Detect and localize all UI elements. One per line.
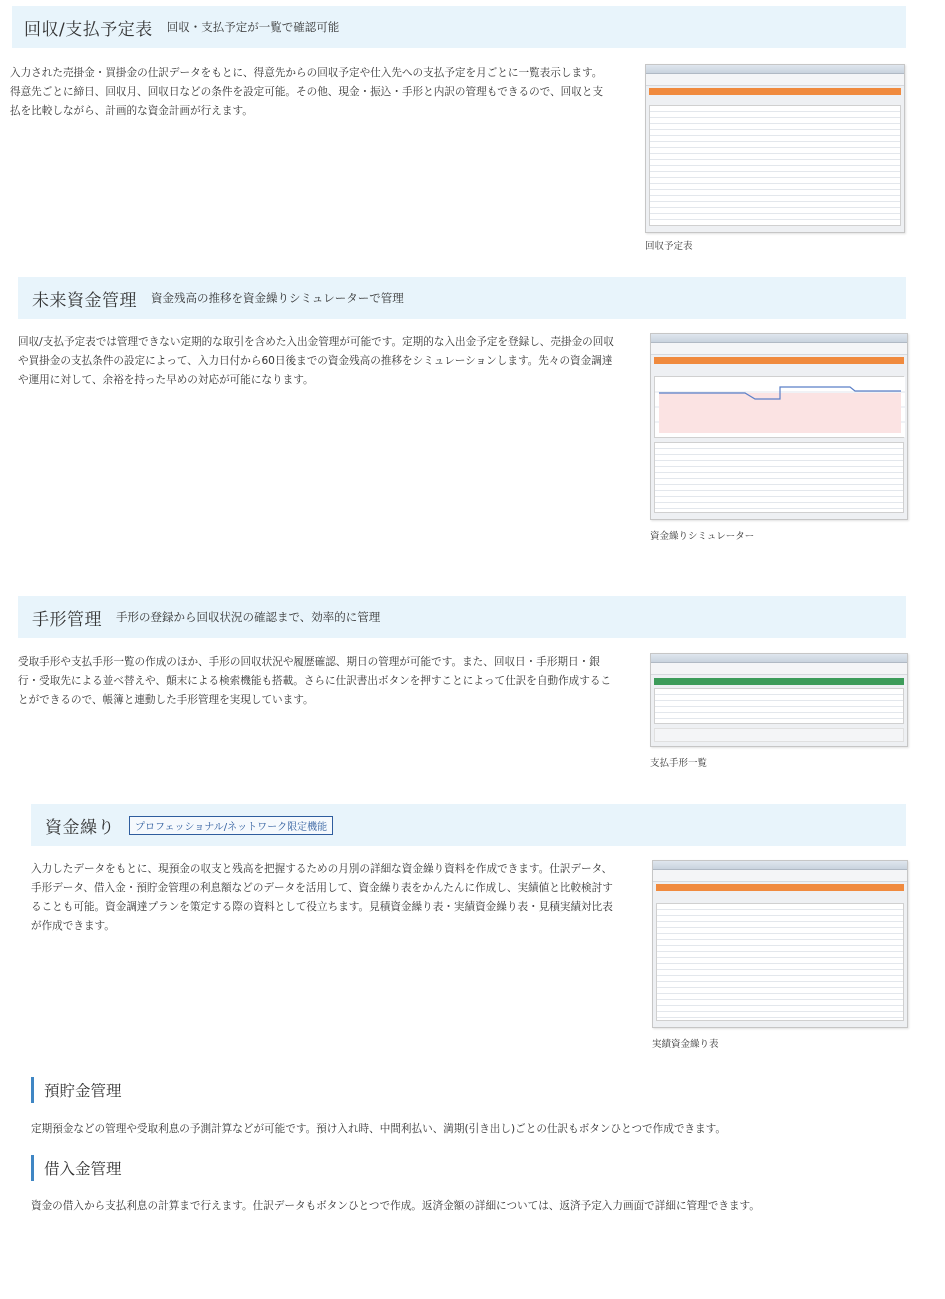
subsection-header-borrowings (31, 1155, 122, 1181)
subsection-header-deposits (31, 1077, 122, 1103)
section-subtitle: 回収・支払予定が一覧で確認可能 (166, 20, 340, 34)
subsection-body: 定期預金などの管理や受取利息の予測計算などが可能です。預け入れ時、中間利払い、満期(引き出し)ごとの仕訳もボタンひとつで作成できます。 (31, 1123, 726, 1135)
edition-badge: プロフェッショナル/ネットワーク限定機能 (129, 816, 333, 835)
section-header-cash-flow (31, 804, 906, 846)
screenshot-funds-simulator (650, 333, 908, 520)
section-header-future-funds (18, 277, 906, 319)
subsection-body: 資金の借入から支払利息の計算まで行えます。仕訳データもボタンひとつで作成。返済金額の詳細については、返済予定入力画面で詳細に管理できます。 (31, 1200, 760, 1212)
section-body: 受取手形や支払手形一覧の作成のほか、手形の回収状況や履歴確認、期日の管理が可能です。また、回収日・手形期日・銀行・受取先による並べ替えや、顛末による検索機能も搭載。さらに仕訳書出ボタンを押すことによって仕訳を自動作成することができるので、帳簿と連動した手形管理を実現しています。 (18, 656, 612, 706)
section-header-cashflow-schedule (12, 6, 906, 48)
subsection-title: 借入金管理 (44, 1160, 122, 1178)
section-subtitle: 資金残高の推移を資金繰りシミュレーターで管理 (151, 291, 404, 305)
screenshot-collection-schedule (645, 64, 905, 233)
balance-chart-graphic (655, 377, 905, 437)
screenshot-caption: 支払手形一覧 (650, 758, 708, 769)
screenshot-caption: 回収予定表 (645, 241, 693, 252)
section-title: 資金繰り (45, 817, 115, 838)
section-body: 入力された売掛金・買掛金の仕訳データをもとに、得意先からの回収予定や仕入先への支払予定を月ごとに一覧表示します。得意先ごとに締日、回収月、回収日などの条件を設定可能。その他、現金・振込・手形と内訳の管理もできるので、回収と支払を比較しながら、計画的な資金計画が行えます。 (10, 67, 604, 117)
screenshot-caption: 実績資金繰り表 (652, 1039, 719, 1050)
section-subtitle: 手形の登録から回収状況の確認まで、効率的に管理 (116, 610, 381, 624)
subsection-title: 預貯金管理 (44, 1082, 122, 1100)
section-body: 入力したデータをもとに、現預金の収支と残高を把握するための月別の詳細な資金繰り資料を作成できます。仕訳データ、手形データ、借入金・預貯金管理の利息額などのデータを活用して、資金繰り表をかんたんに作成し、実績値と比較検討することも可能。資金調達プランを策定する際の資料として役立ちます。見積資金繰り表・実績資金繰り表・見積実績対比表が作成できます。 (31, 863, 613, 932)
section-title: 未来資金管理 (32, 290, 137, 311)
section-title: 手形管理 (32, 609, 102, 630)
section-body: 回収/支払予定表では管理できない定期的な取引を含めた入出金管理が可能です。定期的な入出金予定を登録し、売掛金の回収や買掛金の支払条件の設定によって、入力日付から60日後までの資金残高の推移をシミュレーションします。先々の資金調達や運用に対して、余裕を持った早めの対応が可能になります。 (18, 336, 614, 386)
screenshot-bills-payable-list (650, 653, 908, 747)
section-title: 回収/支払予定表 (24, 19, 153, 40)
section-header-bills (18, 596, 906, 638)
screenshot-actual-cash-flow-table (652, 860, 908, 1028)
screenshot-caption: 資金繰りシミュレーター (650, 531, 755, 542)
